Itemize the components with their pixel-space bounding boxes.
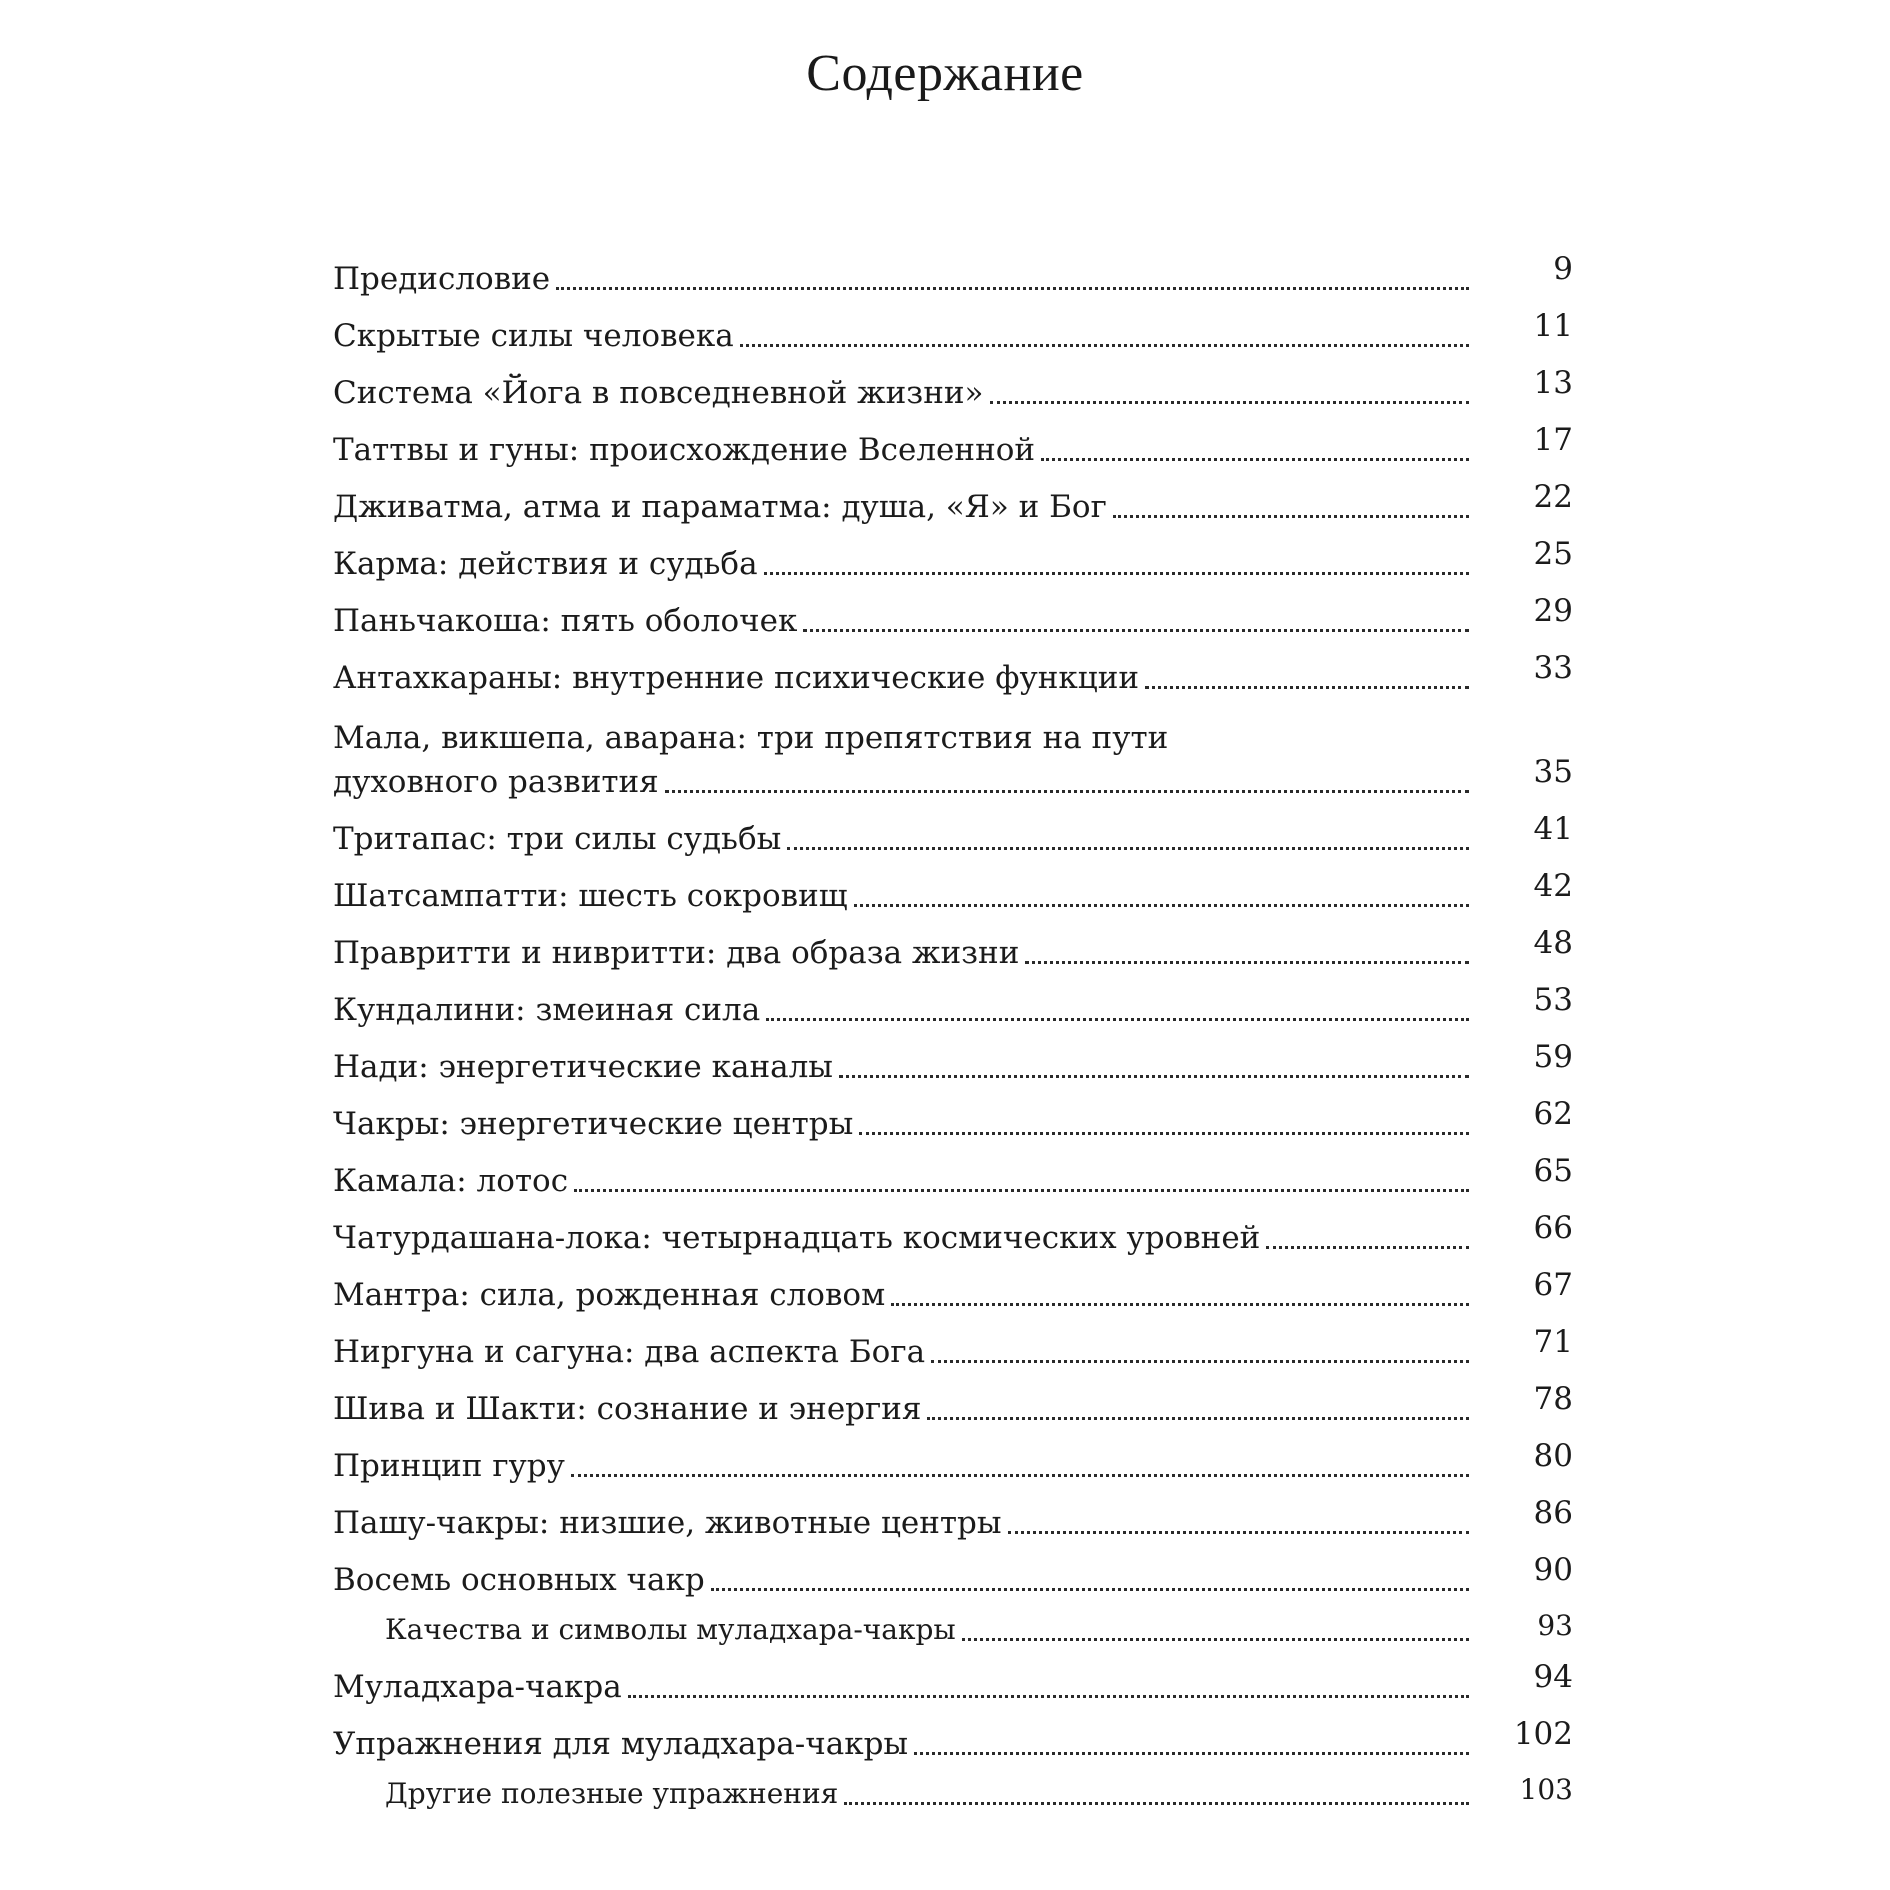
- toc-page-number: 35: [1533, 754, 1573, 790]
- toc-page-number: 94: [1533, 1659, 1573, 1695]
- toc-page-number: 65: [1533, 1153, 1573, 1189]
- dot-leader: [962, 1638, 1469, 1641]
- toc-page-number: 17: [1533, 422, 1573, 458]
- toc-entry-text: Камала: лотос: [333, 1163, 569, 1199]
- toc-entry-10: [333, 802, 1573, 859]
- toc-entry-21: [333, 1429, 1573, 1486]
- toc-entry-15: [333, 1087, 1573, 1144]
- dot-leader: [766, 1018, 1469, 1021]
- toc-entry-text: Восемь основных чакр: [333, 1562, 705, 1598]
- dot-leader: [990, 401, 1470, 404]
- toc-entry-7: [333, 584, 1573, 641]
- toc-entry-11: [333, 859, 1573, 916]
- dot-leader: [711, 1588, 1469, 1591]
- toc-entry-text: Принцип гуру: [333, 1448, 565, 1484]
- toc-entry-text: Муладхара-чакра: [333, 1669, 622, 1705]
- toc-entry-1: [333, 242, 1573, 299]
- toc-entry-25: [333, 1650, 1573, 1707]
- dot-leader: [787, 847, 1469, 850]
- dot-leader: [839, 1075, 1469, 1078]
- toc-entry-23: [333, 1543, 1573, 1600]
- toc-entry-3: [333, 356, 1573, 413]
- toc-page-number: 90: [1533, 1552, 1573, 1588]
- toc-entry-text: Другие полезные упражнения: [385, 1777, 839, 1810]
- table-of-contents: [333, 242, 1573, 1814]
- toc-entry-text: Правритти и нивритти: два образа жизни: [333, 935, 1020, 971]
- toc-page-number: 33: [1533, 650, 1573, 686]
- dot-leader: [1025, 961, 1469, 964]
- dot-leader: [927, 1417, 1469, 1420]
- toc-entry-text: Паньчакоша: пять оболочек: [333, 603, 798, 639]
- toc-entry-text: Кундалини: змеиная сила: [333, 992, 761, 1028]
- toc-entry-text: Тритапас: три силы судьбы: [333, 821, 782, 857]
- toc-entry-14: [333, 1030, 1573, 1087]
- toc-entry-13: [333, 973, 1573, 1030]
- dot-leader: [1008, 1531, 1469, 1534]
- toc-page-number: 42: [1533, 868, 1573, 904]
- toc-page-number: 53: [1533, 982, 1573, 1018]
- dot-leader: [854, 904, 1469, 907]
- toc-page-number: 13: [1533, 365, 1573, 401]
- toc-page-number: 80: [1533, 1438, 1573, 1474]
- toc-entry-text: Упражнения для муладхара-чакры: [333, 1726, 909, 1762]
- toc-page-number: 22: [1533, 479, 1573, 515]
- toc-entry-4: [333, 413, 1573, 470]
- toc-page-number: 86: [1533, 1495, 1573, 1531]
- toc-page-number: 102: [1513, 1716, 1573, 1752]
- dot-leader: [914, 1752, 1469, 1755]
- toc-entry-text: Качества и символы муладхара-чакры: [385, 1613, 956, 1646]
- toc-page-number: 66: [1533, 1210, 1573, 1246]
- dot-leader: [1041, 458, 1469, 461]
- toc-entry-9: [333, 698, 1573, 802]
- toc-entry-22: [333, 1486, 1573, 1543]
- toc-entry-26: [333, 1707, 1573, 1764]
- toc-entry-text: Дживатма, атма и параматма: душа, «Я» и Бог: [333, 489, 1107, 525]
- toc-entry-12: [333, 916, 1573, 973]
- toc-entry-text: Система «Йога в повседневной жизни»: [333, 375, 984, 411]
- page-title: Содержание: [806, 45, 1084, 102]
- toc-entry-text: Карма: действия и судьба: [333, 546, 758, 582]
- toc-entry-text: Пашу-чакры: низшие, животные центры: [333, 1505, 1002, 1541]
- toc-entry-8: [333, 641, 1573, 698]
- dot-leader: [1266, 1246, 1469, 1249]
- dot-leader: [1145, 686, 1469, 689]
- toc-page-number: 59: [1533, 1039, 1573, 1075]
- toc-entry-20: [333, 1372, 1573, 1429]
- dot-leader: [1113, 515, 1469, 518]
- dot-leader: [844, 1802, 1469, 1805]
- toc-entry-text-line1: Мала, викшепа, аварана: три препятствия на пути: [333, 720, 1169, 756]
- toc-entry-text: духовного развития: [333, 764, 659, 800]
- toc-entry-text: Нади: энергетические каналы: [333, 1049, 833, 1085]
- toc-entry-text: Чатурдашана-лока: четырнадцать космических уровней: [333, 1220, 1261, 1256]
- toc-entry-text: Ниргуна и сагуна: два аспекта Бога: [333, 1334, 926, 1370]
- toc-entry-18: [333, 1258, 1573, 1315]
- toc-entry-text: Шива и Шакти: сознание и энергия: [333, 1391, 922, 1427]
- dot-leader: [891, 1303, 1469, 1306]
- dot-leader: [764, 572, 1469, 575]
- toc-subentry-24: [333, 1600, 1573, 1650]
- toc-entry-text: Чакры: энергетические центры: [333, 1106, 854, 1142]
- toc-entry-text: Антахкараны: внутренние психические функции: [333, 660, 1140, 696]
- dot-leader: [571, 1474, 1469, 1477]
- dot-leader: [628, 1695, 1469, 1698]
- toc-page-number: 103: [1519, 1773, 1573, 1806]
- toc-page-number: 67: [1533, 1267, 1573, 1303]
- toc-entry-text: Шатсампатти: шесть сокровищ: [333, 878, 848, 914]
- dot-leader: [859, 1132, 1469, 1135]
- toc-page-number: 93: [1537, 1609, 1573, 1642]
- toc-entry-17: [333, 1201, 1573, 1258]
- toc-page-number: 48: [1533, 925, 1573, 961]
- toc-page-number: 25: [1533, 536, 1573, 572]
- toc-entry-5: [333, 470, 1573, 527]
- toc-entry-19: [333, 1315, 1573, 1372]
- toc-subentry-27: [333, 1764, 1573, 1814]
- dot-leader: [574, 1189, 1469, 1192]
- toc-page-number: 62: [1533, 1096, 1573, 1132]
- toc-entry-text: Таттвы и гуны: происхождение Вселенной: [333, 432, 1036, 468]
- toc-entry-16: [333, 1144, 1573, 1201]
- dot-leader: [931, 1360, 1469, 1363]
- dot-leader: [556, 287, 1469, 290]
- toc-page-number: 11: [1533, 308, 1573, 344]
- toc-page-number: 29: [1533, 593, 1573, 629]
- dot-leader: [740, 344, 1469, 347]
- toc-page-number: 78: [1533, 1381, 1573, 1417]
- dot-leader: [803, 629, 1469, 632]
- toc-page-number: 41: [1533, 811, 1573, 847]
- toc-entry-text: Скрытые силы человека: [333, 318, 734, 354]
- toc-entry-2: [333, 299, 1573, 356]
- toc-entry-text: Предисловие: [333, 261, 551, 297]
- dot-leader: [665, 790, 1469, 793]
- toc-page-number: 9: [1553, 251, 1573, 287]
- toc-entry-text: Мантра: сила, рожденная словом: [333, 1277, 886, 1313]
- toc-page-number: 71: [1533, 1324, 1573, 1360]
- toc-entry-6: [333, 527, 1573, 584]
